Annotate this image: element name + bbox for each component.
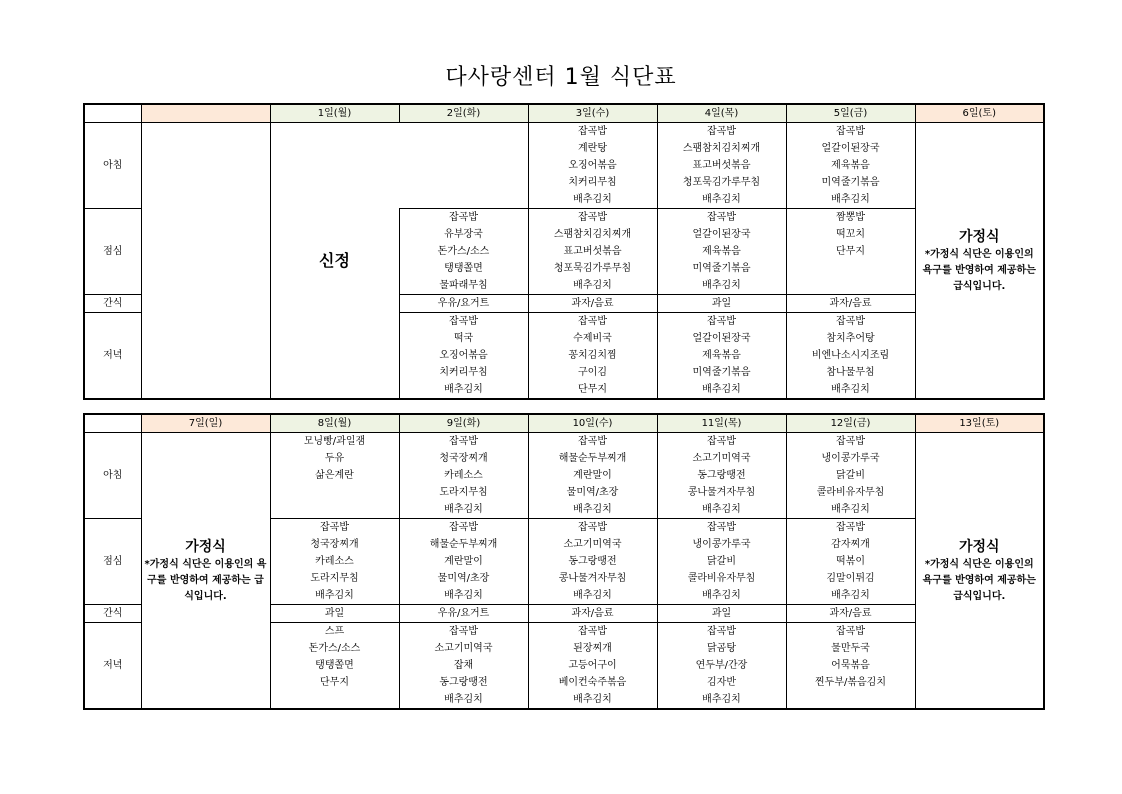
menu-item: 두유: [270, 450, 399, 467]
menu-item: 배추김치: [270, 587, 399, 605]
meal-label-dinner: 저녁: [84, 623, 141, 710]
menu-item: 수제비국: [528, 330, 657, 347]
menu-item: 도라지무침: [399, 484, 528, 501]
menu-item: 삶은계란: [270, 467, 399, 484]
menu-item: 잡곡밥: [528, 313, 657, 331]
menu-item: 치커리무침: [399, 364, 528, 381]
menu-item: 떡국: [399, 330, 528, 347]
menu-item: 계란말이: [528, 467, 657, 484]
day-header: [141, 104, 270, 123]
day-header: 8일(월): [270, 414, 399, 433]
menu-item: [270, 484, 399, 501]
menu-item: 모닝빵/과일잼: [270, 433, 399, 451]
menu-item: [270, 501, 399, 519]
week2-day-header: [84, 414, 1044, 433]
menu-item: 소고기미역국: [399, 640, 528, 657]
menu-item: [786, 260, 915, 277]
menu-item: 김말이튀김: [786, 570, 915, 587]
menu-item: 오징어볶음: [528, 157, 657, 174]
menu-item: 콩나물겨자무침: [657, 484, 786, 501]
menu-item: 카레소스: [270, 553, 399, 570]
menu-item: 청포묵김가루무침: [528, 260, 657, 277]
menu-item: 잡곡밥: [399, 519, 528, 537]
menu-item: 잡곡밥: [528, 123, 657, 141]
menu-item: 잡곡밥: [657, 519, 786, 537]
menu-item: 비엔나소시지조림: [786, 347, 915, 364]
snack-item: 과자/음료: [528, 295, 657, 313]
menu-item: 잡곡밥: [270, 519, 399, 537]
snack-item: 과자/음료: [786, 295, 915, 313]
home-meal-cell: [915, 433, 1044, 710]
page-title: 다사랑센터 1월 식단표: [445, 65, 677, 90]
menu-item: 콜라비유자무침: [786, 484, 915, 501]
menu-item: 베이컨숙주볶음: [528, 674, 657, 691]
menu-item: 떡볶이: [786, 553, 915, 570]
menu-item: 배추김치: [528, 691, 657, 709]
menu-item: 떡꼬치: [786, 226, 915, 243]
snack-item: 우유/요거트: [399, 295, 528, 313]
menu-item: 도라지무침: [270, 570, 399, 587]
menu-item: 냉이콩가루국: [657, 536, 786, 553]
day-header: 1일(월): [270, 104, 399, 123]
menu-item: 미역줄기볶음: [657, 260, 786, 277]
menu-item: 잡곡밥: [786, 123, 915, 141]
menu-item: 고등어구이: [528, 657, 657, 674]
menu-item: 배추김치: [786, 381, 915, 399]
menu-item: 배추김치: [657, 501, 786, 519]
menu-item: 배추김치: [657, 381, 786, 399]
menu-item: 잡곡밥: [399, 209, 528, 227]
menu-item: 계란탕: [528, 140, 657, 157]
meal-label-dinner: 저녁: [84, 313, 141, 400]
day-header: 10일(수): [528, 414, 657, 433]
menu-item: 제육볶음: [657, 347, 786, 364]
day-header: 12일(금): [786, 414, 915, 433]
menu-item: 구이김: [528, 364, 657, 381]
meal-label-snack: 간식: [84, 605, 141, 623]
menu-item: 잡곡밥: [657, 623, 786, 641]
home-meal-note: *가정식 식단은 이용인의 욕구를 반영하여 제공하는 급식입니다.: [922, 558, 1036, 602]
day-header: 4일(목): [657, 104, 786, 123]
menu-item: [786, 691, 915, 709]
menu-item: 배추김치: [399, 381, 528, 399]
menu-item: 배추김치: [528, 277, 657, 295]
menu-item: 잡곡밥: [657, 313, 786, 331]
day-header: 2일(화): [399, 104, 528, 123]
home-meal-note: *가정식 식단은 이용인의 욕구를 반영하여 제공하는 급식입니다.: [144, 558, 267, 602]
menu-item: 잡곡밥: [657, 123, 786, 141]
menu-item: 탱탱쫄면: [270, 657, 399, 674]
menu-item: 잡채: [399, 657, 528, 674]
menu-item: 잡곡밥: [528, 433, 657, 451]
menu-item: 잡곡밥: [528, 623, 657, 641]
menu-item: 탱탱쫄면: [399, 260, 528, 277]
menu-item: 미역줄기볶음: [786, 174, 915, 191]
snack-item: 과일: [657, 295, 786, 313]
menu-item: 닭갈비: [786, 467, 915, 484]
meal-label-snack: 간식: [84, 295, 141, 313]
menu-item: 제육볶음: [786, 157, 915, 174]
menu-item: 어묵볶음: [786, 657, 915, 674]
menu-item: 잡곡밥: [399, 623, 528, 641]
menu-item: 단무지: [528, 381, 657, 399]
menu-item: 스팸참치김치찌개: [657, 140, 786, 157]
menu-item: 물미역/초장: [528, 484, 657, 501]
menu-item: 돈가스/소스: [270, 640, 399, 657]
day-header: 9일(화): [399, 414, 528, 433]
menu-item: 얼갈이된장국: [657, 330, 786, 347]
menu-item: 잡곡밥: [528, 209, 657, 227]
menu-item: 배추김치: [786, 587, 915, 605]
menu-item: 잡곡밥: [786, 519, 915, 537]
home-meal-cell: [141, 433, 270, 710]
menu-item: 잡곡밥: [657, 433, 786, 451]
menu-item: 짬뽕밥: [786, 209, 915, 227]
home-meal-title: 가정식: [958, 228, 1000, 245]
menu-item: 동그랑땡전: [528, 553, 657, 570]
menu-item: 오징어볶음: [399, 347, 528, 364]
menu-item: 동그랑땡전: [657, 467, 786, 484]
menu-item: 배추김치: [528, 501, 657, 519]
meal-label-lunch: 점심: [84, 209, 141, 295]
menu-item: 감자찌개: [786, 536, 915, 553]
menu-item: 잡곡밥: [786, 433, 915, 451]
menu-item: 배추김치: [657, 587, 786, 605]
menu-item: 배추김치: [657, 191, 786, 209]
empty-sunday-cell: [141, 123, 270, 400]
menu-item: 잡곡밥: [786, 313, 915, 331]
snack-item: 과일: [657, 605, 786, 623]
menu-item: 치커리무침: [528, 174, 657, 191]
snack-item: 과자/음료: [786, 605, 915, 623]
day-header: 5일(금): [786, 104, 915, 123]
menu-item: 잡곡밥: [528, 519, 657, 537]
menu-item: 배추김치: [657, 277, 786, 295]
day-header: 13일(토): [915, 414, 1044, 433]
menu-item: 배추김치: [657, 691, 786, 709]
menu-item: 냉이콩가루국: [786, 450, 915, 467]
home-meal-cell: [915, 123, 1044, 400]
menu-item: 표고버섯볶음: [528, 243, 657, 260]
menu-item: 미역줄기볶음: [657, 364, 786, 381]
menu-item: [270, 691, 399, 709]
week2-table: [83, 413, 1045, 710]
menu-item: 김자반: [657, 674, 786, 691]
home-meal-note: *가정식 식단은 이용인의 욕구를 반영하여 제공하는 급식입니다.: [922, 248, 1036, 292]
meal-label-breakfast: 아침: [84, 123, 141, 209]
menu-item: 배추김치: [399, 501, 528, 519]
menu-item: 동그랑땡전: [399, 674, 528, 691]
menu-item: 청국장찌개: [270, 536, 399, 553]
meal-label-breakfast: 아침: [84, 433, 141, 519]
menu-item: 제육볶음: [657, 243, 786, 260]
menu-item: 잡곡밥: [657, 209, 786, 227]
snack-item: 과일: [270, 605, 399, 623]
home-meal-title: 가정식: [958, 538, 1000, 555]
menu-item: 단무지: [270, 674, 399, 691]
home-meal-title: 가정식: [185, 538, 226, 555]
menu-item: 배추김치: [528, 587, 657, 605]
week1-day-header: [84, 104, 1044, 123]
day-header: 3일(수): [528, 104, 657, 123]
menu-item: 청국장찌개: [399, 450, 528, 467]
menu-item: 참치추어탕: [786, 330, 915, 347]
menu-item: 유부장국: [399, 226, 528, 243]
menu-item: 꽁치김치찜: [528, 347, 657, 364]
menu-item: 찐두부/볶음김치: [786, 674, 915, 691]
menu-item: 된장찌개: [528, 640, 657, 657]
menu-item: 배추김치: [528, 191, 657, 209]
menu-item: 돈가스/소스: [399, 243, 528, 260]
week1-table: [83, 103, 1045, 400]
menu-item: 닭곰탕: [657, 640, 786, 657]
menu-item: 얼갈이된장국: [657, 226, 786, 243]
snack-item: 과자/음료: [528, 605, 657, 623]
menu-item: 배추김치: [786, 191, 915, 209]
menu-item: 배추김치: [786, 501, 915, 519]
menu-item: 단무지: [786, 243, 915, 260]
menu-item: 콜라비유자무침: [657, 570, 786, 587]
menu-item: 잡곡밥: [786, 623, 915, 641]
menu-item: [786, 277, 915, 295]
menu-item: 스팸참치김치찌개: [528, 226, 657, 243]
menu-item: 잡곡밥: [399, 433, 528, 451]
snack-item: 우유/요거트: [399, 605, 528, 623]
menu-item: 배추김치: [399, 691, 528, 709]
day-header: 11일(목): [657, 414, 786, 433]
menu-item: 물만두국: [786, 640, 915, 657]
corner-cell: [84, 414, 141, 433]
day-header: 6일(토): [915, 104, 1044, 123]
menu-item: 참나물무침: [786, 364, 915, 381]
menu-item: 청포묵김가루무침: [657, 174, 786, 191]
day-header: 7일(일): [141, 414, 270, 433]
menu-item: 연두부/간장: [657, 657, 786, 674]
empty-cell: [399, 123, 528, 209]
holiday-label: 신정: [270, 123, 399, 400]
menu-item: 잡곡밥: [399, 313, 528, 331]
menu-item: 얼갈이된장국: [786, 140, 915, 157]
menu-item: 해물순두부찌개: [399, 536, 528, 553]
menu-item: 물미역/초장: [399, 570, 528, 587]
menu-item: 소고기미역국: [528, 536, 657, 553]
menu-item: 소고기미역국: [657, 450, 786, 467]
menu-item: 물파래무침: [399, 277, 528, 295]
menu-item: 카레소스: [399, 467, 528, 484]
menu-item: 닭갈비: [657, 553, 786, 570]
menu-item: 계란말이: [399, 553, 528, 570]
menu-item: 콩나물겨자무침: [528, 570, 657, 587]
menu-item: 배추김치: [399, 587, 528, 605]
meal-label-lunch: 점심: [84, 519, 141, 605]
corner-cell: [84, 104, 141, 123]
menu-item: 표고버섯볶음: [657, 157, 786, 174]
menu-item: 해물순두부찌개: [528, 450, 657, 467]
menu-item: 스프: [270, 623, 399, 641]
